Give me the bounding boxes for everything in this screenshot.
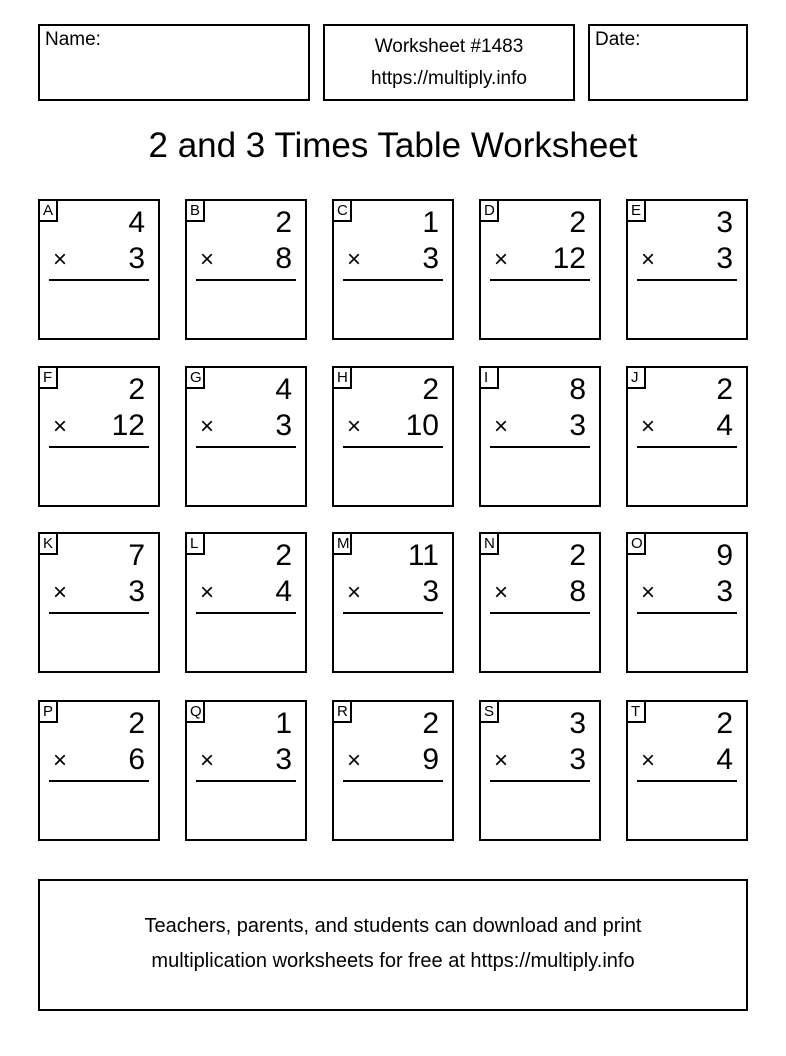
page-title: 2 and 3 Times Table Worksheet — [148, 126, 638, 165]
answer-line — [49, 279, 149, 281]
multiplicand: 3 — [716, 206, 733, 239]
problem-letter: D — [479, 199, 499, 222]
problem-letter: R — [332, 700, 352, 723]
worksheet-info-box — [323, 24, 575, 101]
multiplicand: 2 — [275, 539, 292, 572]
multiplicand: 8 — [569, 373, 586, 406]
times-symbol: × — [53, 747, 68, 774]
multiplier: 10 — [405, 409, 439, 442]
answer-line — [49, 446, 149, 448]
multiplicand: 9 — [716, 539, 733, 572]
multiplicand: 2 — [422, 373, 439, 406]
multiplicand: 2 — [716, 373, 733, 406]
multiplier: 3 — [128, 575, 145, 608]
multiplicand: 3 — [569, 707, 586, 740]
answer-line — [343, 612, 443, 614]
problem-letter: C — [332, 199, 352, 222]
multiplicand: 1 — [275, 707, 292, 740]
multiplicand: 1 — [422, 206, 439, 239]
multiplier: 3 — [716, 575, 733, 608]
times-symbol: × — [494, 413, 509, 440]
problem-letter: O — [626, 532, 646, 555]
problem-card[interactable] — [479, 199, 601, 340]
multiplier: 3 — [128, 242, 145, 275]
answer-line — [637, 446, 737, 448]
problem-card[interactable] — [38, 366, 160, 507]
multiplicand: 2 — [422, 707, 439, 740]
problem-letter: K — [38, 532, 58, 555]
worksheet-number: Worksheet #1483 — [374, 36, 524, 57]
problem-letter: N — [479, 532, 499, 555]
multiplicand: 2 — [128, 707, 145, 740]
problem-card[interactable] — [332, 532, 454, 673]
times-symbol: × — [53, 579, 68, 606]
multiplier: 4 — [275, 575, 292, 608]
problem-letter: A — [38, 199, 58, 222]
times-symbol: × — [200, 413, 215, 440]
times-symbol: × — [641, 413, 656, 440]
problem-card[interactable] — [38, 700, 160, 841]
problem-letter: I — [479, 366, 499, 389]
answer-line — [49, 780, 149, 782]
multiplier: 6 — [128, 743, 145, 776]
answer-line — [637, 612, 737, 614]
answer-line — [490, 780, 590, 782]
problem-card[interactable] — [479, 700, 601, 841]
problem-card[interactable] — [185, 366, 307, 507]
problem-card[interactable] — [479, 366, 601, 507]
answer-line — [343, 279, 443, 281]
multiplier: 3 — [275, 409, 292, 442]
problem-letter: B — [185, 199, 205, 222]
times-symbol: × — [494, 747, 509, 774]
multiplicand: 2 — [128, 373, 145, 406]
footer-line-2: multiplication worksheets for free at https://multiply.info — [151, 950, 635, 972]
multiplier: 12 — [552, 242, 586, 275]
problem-letter: H — [332, 366, 352, 389]
multiplier: 12 — [111, 409, 145, 442]
multiplier: 8 — [569, 575, 586, 608]
times-symbol: × — [494, 246, 509, 273]
problem-card[interactable] — [185, 700, 307, 841]
times-symbol: × — [347, 413, 362, 440]
problem-letter: Q — [185, 700, 205, 723]
times-symbol: × — [494, 579, 509, 606]
multiplier: 3 — [716, 242, 733, 275]
answer-line — [343, 446, 443, 448]
problem-card[interactable] — [185, 199, 307, 340]
times-symbol: × — [53, 246, 68, 273]
multiplier: 3 — [422, 575, 439, 608]
problem-card[interactable] — [626, 199, 748, 340]
multiplicand: 2 — [569, 539, 586, 572]
answer-line — [196, 780, 296, 782]
problem-letter: F — [38, 366, 58, 389]
times-symbol: × — [347, 579, 362, 606]
problem-card[interactable] — [626, 366, 748, 507]
times-symbol: × — [200, 747, 215, 774]
times-symbol: × — [347, 246, 362, 273]
problem-letter: S — [479, 700, 499, 723]
name-label: Name: — [45, 29, 101, 50]
problem-card[interactable] — [332, 700, 454, 841]
multiplier: 3 — [569, 409, 586, 442]
times-symbol: × — [641, 246, 656, 273]
multiplier: 3 — [569, 743, 586, 776]
times-symbol: × — [347, 747, 362, 774]
problem-card[interactable] — [332, 199, 454, 340]
multiplicand: 7 — [128, 539, 145, 572]
footer-line-1: Teachers, parents, and students can download and print — [144, 915, 642, 937]
times-symbol: × — [53, 413, 68, 440]
multiplier: 4 — [716, 409, 733, 442]
problem-letter: E — [626, 199, 646, 222]
times-symbol: × — [200, 246, 215, 273]
multiplicand: 11 — [407, 539, 439, 572]
problem-letter: G — [185, 366, 205, 389]
multiplier: 3 — [422, 242, 439, 275]
answer-line — [637, 279, 737, 281]
problem-card[interactable] — [185, 532, 307, 673]
answer-line — [490, 446, 590, 448]
multiplier: 9 — [422, 743, 439, 776]
answer-line — [490, 279, 590, 281]
answer-line — [196, 446, 296, 448]
name-box[interactable] — [38, 24, 310, 101]
answer-line — [49, 612, 149, 614]
problem-card[interactable] — [332, 366, 454, 507]
footer-box — [38, 879, 748, 1011]
multiplier: 3 — [275, 743, 292, 776]
answer-line — [637, 780, 737, 782]
multiplier: 8 — [275, 242, 292, 275]
multiplicand: 4 — [275, 373, 292, 406]
problem-card[interactable] — [38, 199, 160, 340]
problem-card[interactable] — [626, 532, 748, 673]
problem-letter: M — [332, 532, 352, 555]
multiplicand: 2 — [716, 707, 733, 740]
multiplicand: 2 — [275, 206, 292, 239]
problem-letter: J — [626, 366, 646, 389]
answer-line — [343, 780, 443, 782]
date-box[interactable] — [588, 24, 748, 101]
multiplicand: 4 — [128, 206, 145, 239]
times-symbol: × — [200, 579, 215, 606]
answer-line — [196, 279, 296, 281]
worksheet-url: https://multiply.info — [371, 68, 527, 89]
answer-line — [490, 612, 590, 614]
multiplicand: 2 — [569, 206, 586, 239]
problem-card[interactable] — [626, 700, 748, 841]
times-symbol: × — [641, 579, 656, 606]
times-symbol: × — [641, 747, 656, 774]
answer-line — [196, 612, 296, 614]
multiplier: 4 — [716, 743, 733, 776]
date-label: Date: — [595, 29, 641, 50]
problem-letter: T — [626, 700, 646, 723]
problem-letter: P — [38, 700, 58, 723]
problem-letter: L — [185, 532, 205, 555]
problem-card[interactable] — [479, 532, 601, 673]
problem-card[interactable] — [38, 532, 160, 673]
